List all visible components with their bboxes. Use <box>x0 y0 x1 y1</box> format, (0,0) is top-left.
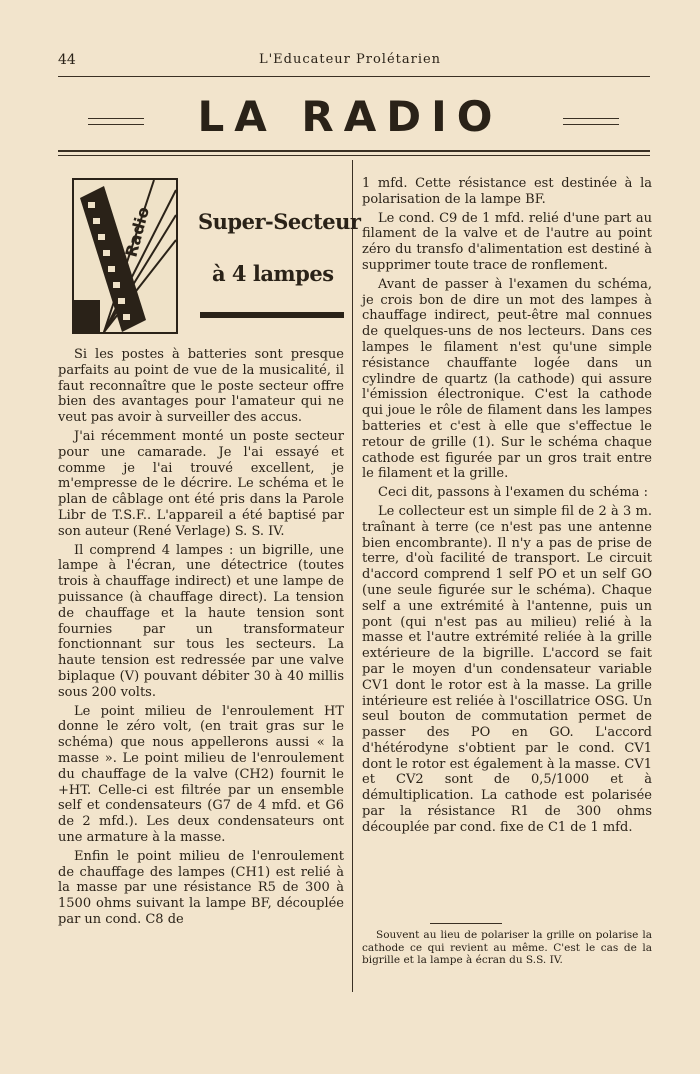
top-rule <box>58 76 650 77</box>
right-column <box>362 176 652 839</box>
paragraph: Le collecteur est un simple fil de 2 à 3 m. traînant à terre (ce n'est pas une antenne bien encombrante). Il n'y a pas de prise de terre, d'où facilité de transport. Le circuit d'accord comprend 1 self PO et un self GO (une seule figurée sur le schéma). Chaque self a une extrémité à l'antenne, puis un pont (qui n'est pas au milieu) relié à la masse et l'autre extrémité reliée à la grille extérieure de la bigrille. L'accord se fait par le moyen d'un condensateur variable CV1 dont le rotor est à la masse. La grille intérieure est reliée à l'oscillatrice OSG. Un seul bouton de commutation permet de passer des PO en GO. L'accord d'hétérodyne s'obtient par le cond. CV1 dont le rotor est également à la masse. CV1 et CV2 sont de 0,5/1000 et à démultiplication. La cathode est polarisée par la résistance R1 de 300 ohms découplée par cond. fixe de C1 de 1 mfd. <box>362 503 652 835</box>
footnote-text: Souvent au lieu de polariser la grille on polarise la cathode ce qui revient au même. C'est le cas de la bigrille et la lampe à écran du S.S. IV. <box>362 929 652 966</box>
paragraph: Le point milieu de l'enroulement HT donne le zéro volt, (en trait gras sur le schéma) que nous appellerons aussi « la masse ». Le point milieu de l'enroulement du chauffage de la valve (CH2) fournit le +HT. Celle-ci est filtrée par un ensemble self et condensateurs (G7 de 4 mfd. et G6 de 2 mfd.). Les deux condensateurs ont une armature à la masse. <box>58 703 344 845</box>
paragraph: J'ai récemment monté un poste secteur pour une camarade. Je l'ai essayé et comme je l'ai trouvé excellent, je m'empresse de le décrire. Le schéma et le plan de câblage ont été pris dans la Parole Libr de T.S.F.. L'appareil a été baptisé par son auteur (René Verlage) S. S. IV. <box>58 428 344 539</box>
paragraph: Ceci dit, passons à l'examen du schéma : <box>378 485 648 501</box>
article-subtitle-line2: à 4 lampes <box>212 261 334 286</box>
page-number: 44 <box>58 52 76 68</box>
subtitle-rule <box>200 312 344 318</box>
paragraph: Il comprend 4 lampes : un bigrille, une lampe à l'écran, une détectrice (toutes trois à chauffage indirect) et une lampe de puissance (à chauffage direct). La tension de chauffage et la haute tension sont fournies par un transformateur fonctionnant sur tous les secteurs. La haute tension est redressée par une valve biplaque (V) pouvant débiter 30 à 40 millis sous 200 volts. <box>58 542 344 700</box>
logo-text: Radio <box>121 204 154 260</box>
paragraph: Enfin le point milieu de l'enroulement de chauffage des lampes (CH1) est relié à la masse par une résistance R5 de 300 à 1500 ohms suivant la lampe BF, découplée par un cond. C8 de <box>58 848 344 927</box>
title-dash-right <box>563 118 619 125</box>
paragraph: Le cond. C9 de 1 mfd. relié d'une part au filament de la valve et de l'autre au point zéro du transfo d'alimentation est destiné à supprimer toute trace de ronflement. <box>362 210 652 273</box>
paragraph: Si les postes à batteries sont presque parfaits au point de vue de la musicalité, il faut reconnaître que le poste secteur offre bien des avantages pour l'amateur qui ne veut pas avoir à surveiller des accus. <box>58 347 344 426</box>
left-column <box>58 347 344 931</box>
column-divider <box>352 160 353 992</box>
footnote-rule <box>430 923 502 924</box>
running-head: L'Educateur Prolétarien <box>258 52 442 67</box>
paragraph: 1 mfd. Cette résistance est destinée à la polarisation de la lampe BF. <box>362 176 652 207</box>
footnote <box>362 929 652 967</box>
title-double-rule <box>58 150 650 156</box>
radio-logo <box>72 178 178 334</box>
paragraph: Avant de passer à l'examen du schéma, je crois bon de dire un mot des lampes à chauffage indirect, peut-être mal connues de quelques-uns de nos lecteurs. Dans ces lampes le filament n'est qu'une simple résistance chauffante logée dans un cylindre de quartz (la cathode) qui assure l'émission électronique. C'est la cathode qui joue le rôle de filament dans les lampes batteries et c'est à elle que s'effectue le retour de grille (1). Sur le schéma chaque cathode est figurée par un gros trait entre le filament et la grille. <box>362 276 652 482</box>
article-subtitle-line1: Super-Secteur <box>198 209 361 234</box>
page-title: LA RADIO <box>197 92 503 141</box>
